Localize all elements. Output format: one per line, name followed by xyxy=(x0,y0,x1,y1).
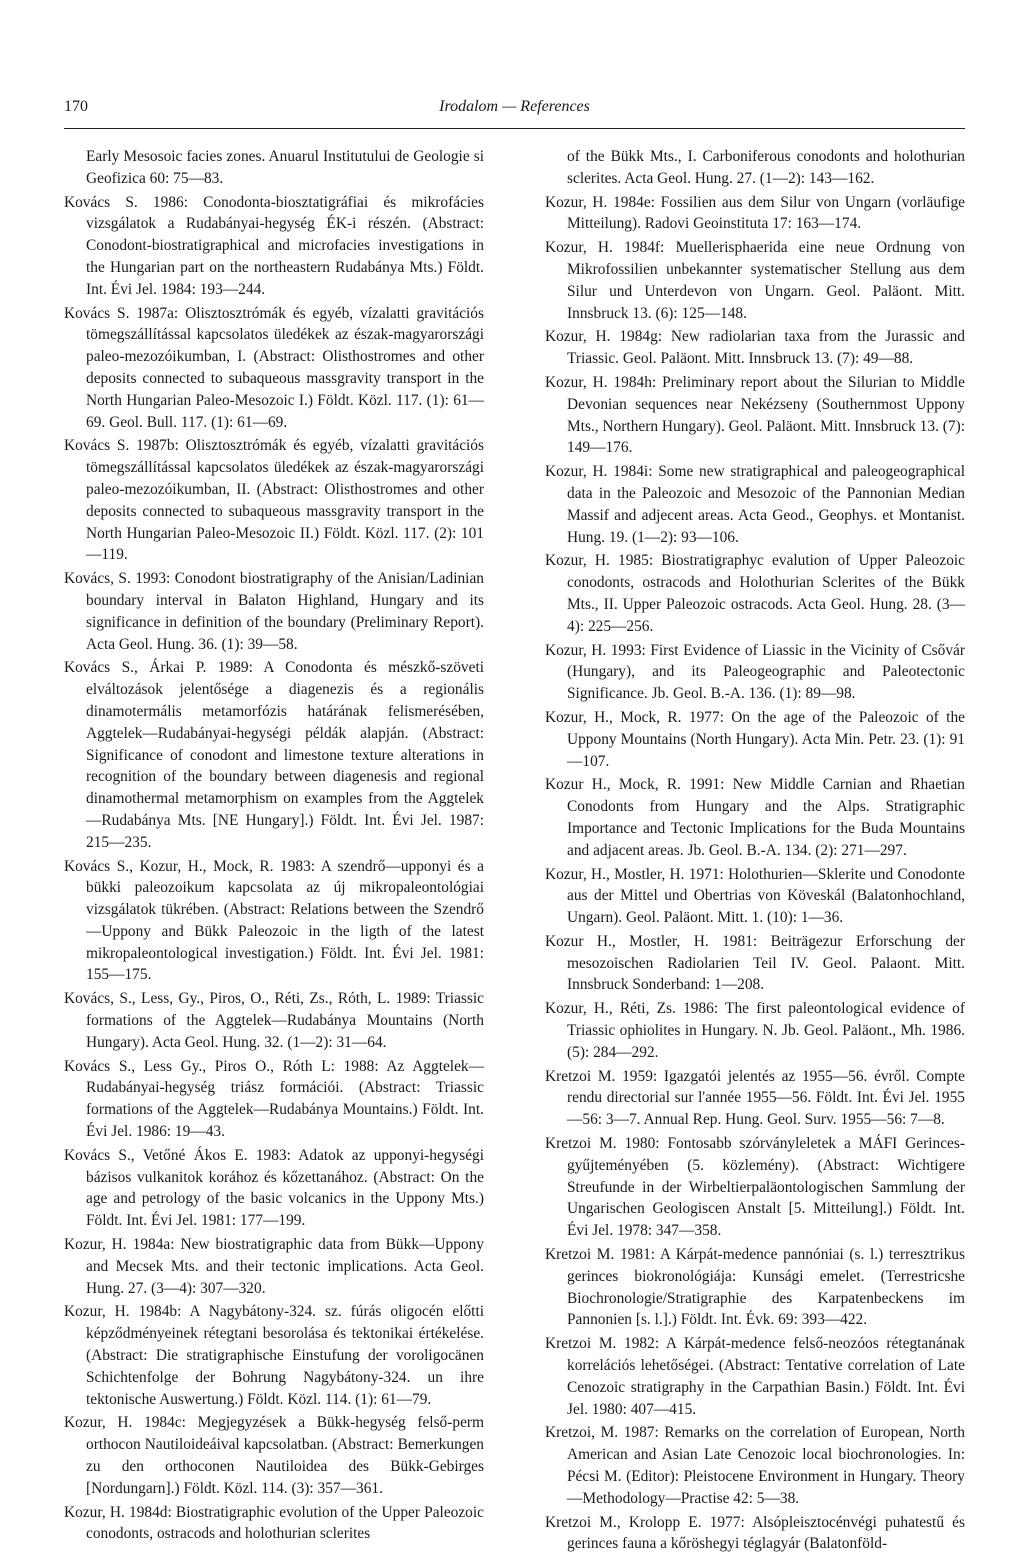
reference-entry: Kozur, H. 1984a: New biostratigraphic data from Bükk—Uppony and Mecsek Mts. and their tectonic implications. Acta Geol. Hung. 27. (3—4): 307—320. xyxy=(64,1236,484,1297)
reference-entry: Kozur, H. 1984e: Fossilien aus dem Silur von Ungarn (vorläufige Mitteilung). Radovi Geoinstituta 17: 163—174. xyxy=(545,193,965,233)
reference-entry: Kretzoi, M. 1987: Remarks on the correlation of European, North American and Asian Late Cenozoic local biochronologies. In: Pécsi M. (Editor): Pleistocene Environment in Hungary. Theory—Methodology—Practise 42: 5—38. xyxy=(545,1424,965,1507)
reference-entry: Kozur, H. 1984d: Biostratigraphic evolution of the Upper Paleozoic conodonts, ostracods and holothurian sclerites xyxy=(64,1503,484,1543)
reference-entry: Kozur, H., Mostler, H. 1971: Holothurien—Sklerite und Conodonte aus der Mittel und Obertrias von Köveskál (Balatonhochland, Ungarn). Geol. Paläont. Mitt. 1. (10): 1—36. xyxy=(545,865,965,927)
reference-entry: Kozur, H. 1985: Biostratigraphyc evalution of Upper Paleozoic conodonts, ostracods and Holothurian Sclerites of the Bükk Mts., II. Upper Paleozoic ostracods. Acta Geol. Hung. 28. (3—4): 225—256. xyxy=(545,552,965,635)
reference-entry: Kozur H., Mock, R. 1991: New Middle Carnian and Rhaetian Conodonts from Hungary and the Alps. Stratigraphic Importance and Tectonic Implications for the Buda Mountains and adjacent areas. Jb. Geol. B.-A. 134. (2): 271—297. xyxy=(545,776,965,859)
reference-entry: Kozur, H. 1984i: Some new stratigraphical and paleogeographical data in the Paleozoic and Mesozoic of the Pannonian Median Massif and adjecent areas. Acta Geod., Geophys. et Montanist. Hung. 19. (1—2): 93—106. xyxy=(545,463,965,546)
reference-entry: Kozur, H. 1984g: New radiolarian taxa from the Jurassic and Triassic. Geol. Paläont. Mitt. Innsbruck 13. (7): 49—88. xyxy=(545,328,965,368)
reference-entry: Kovács S. 1987a: Olisztosztrómák és egyéb, vízalatti gravitációs tömegszállítással kapcsolatos üledékek az észak-magyarországi paleo-mezozóikumban, I. (Abstract: Olisthostromes and other deposits connected to subaqueous massgravity transport in the North Hungarian Paleo-Mesozoic I.) Földt. Közl. 117. (1): 61—69. Geol. Bull. 117. (1): 61—69. xyxy=(64,304,484,431)
reference-entry: Kozur, H. 1993: First Evidence of Liassic in the Vicinity of Csővár (Hungary), and its Paleogeographic and Paleotectonic Significance. Jb. Geol. B.-A. 136. (1): 89—98. xyxy=(545,641,965,703)
reference-entry: Kovács S., Kozur, H., Mock, R. 1983: A szendrő—upponyi és a bükki paleozoikum kapcsolata az új mikropaleontológiai vizsgálatok tükrében. (Abstract: Relations between the Szendrő—Uppony and Bükk Paleozoic in the ligth of the latest mikropaleontological investigation.) Földt. Int. Évi Jel. 1981: 155—175. xyxy=(64,857,484,984)
right-column xyxy=(545,146,965,1557)
reference-entry: Kozur, H. 1984c: Megjegyzések a Bükk-hegység felső-perm orthocon Nautiloideáival kapcsolatban. (Abstract: Bemerkungen zu den orthoconen Nautiloidea des Bükk-Gebirges [Nordungarn].) Földt. Közl. 114. (3): 357—361. xyxy=(64,1414,484,1497)
reference-entry: Kovács S. 1987b: Olisztosztrómák és egyéb, vízalatti gravitációs tömegszállítással kapcsolatos üledékek az észak-magyarországi paleo-mezozóikumban, II. (Abstract: Olisthostromes and other deposits connected to subaqueous massgravity transport in the North Hungarian Paleo-Mesozoic II.) Földt. Közl. 117. (2): 101—119. xyxy=(64,437,484,564)
reference-entry: Early Mesosoic facies zones. Anuarul Institutului de Geologie si Geofizica 60: 75—83. xyxy=(86,148,484,187)
reference-entry: Kovács S., Árkai P. 1989: A Conodonta és mészkő-szöveti elváltozások jelentősége a diagenezis és a regionális dinamotermális metamorfózis határának felismerésében, Aggtelek—Rudabányai-hegységi példák alapján. (Abstract: Significance of conodont and limestone texture alterations in recognition of the boundary between diagenesis and regional dinamothermal metamorphism on examples from the Aggtelek—Rudabánya Mts. [NE Hungary].) Földt. Int. Évi Jel. 1987: 215—235. xyxy=(64,659,484,851)
reference-entry: Kretzoi M. 1981: A Kárpát-medence pannóniai (s. l.) terresztrikus gerinces biokronológiája: Kunsági emelet. (Terrestricshe Biochronologie/Stratigraphie des Karpatenbeckens im Pannonien [s. l.].) Földt. Int. Évk. 69: 393—422. xyxy=(545,1246,965,1329)
reference-entry: Kretzoi M. 1959: Igazgatói jelentés az 1955—56. évről. Compte rendu directorial sur l'année 1955—56. Földt. Int. Évi Jel. 1955—56: 3—7. Annual Rep. Hung. Geol. Surv. 1955—56: 7—8. xyxy=(545,1067,965,1129)
reference-entry: Kozur, H., Mock, R. 1977: On the age of the Paleozoic of the Uppony Mountains (North Hungary). Acta Min. Petr. 23. (1): 91—107. xyxy=(545,708,965,770)
left-column xyxy=(64,146,484,1547)
reference-entry: Kozur, H., Réti, Zs. 1986: The first paleontological evidence of Triassic ophiolites in Hungary. N. Jb. Geol. Paläont., Mh. 1986. (5): 284—292. xyxy=(545,1000,965,1061)
reference-entry: Kretzoi M., Krolopp E. 1977: Alsópleisztocénvégi puhatestű és gerinces fauna a kőröshegyi téglagyár (Balatonföld- xyxy=(545,1513,965,1553)
reference-entry: Kovács, S., Less, Gy., Piros, O., Réti, Zs., Róth, L. 1989: Triassic formations of the Aggtelek—Rudabánya Mountains (North Hungary). Acta Geol. Hung. 32. (1—2): 31—64. xyxy=(64,990,484,1051)
running-head: Irodalom — References xyxy=(439,98,590,115)
page-number: 170 xyxy=(64,98,88,115)
reference-entry: Kozur, H. 1984b: A Nagybátony-324. sz. fúrás oligocén előtti képződményeinek rétegtani besorolása és tektonikai értékelése. (Abstract: Die stratigraphische Einstufung der voroligocänen Schichtenfolge der Bohrung Nagybátony-324. un ihre tektonische Auswertung.) Földt. Közl. 114. (1): 61—79. xyxy=(64,1303,484,1408)
reference-entry: Kovács, S. 1993: Conodont biostratigraphy of the Anisian/Ladinian boundary interval in Balaton Highland, Hungary and its significance in definition of the boundary (Preliminary Report). Acta Geol. Hung. 36. (1): 39—58. xyxy=(64,570,484,653)
page-header xyxy=(64,98,965,122)
reference-entry: Kretzoi M. 1980: Fontosabb szórványleletek a MÁFI Gerinces-gyűjteményében (5. közlemény). (Abstract: Wichtigere Streufunde in der Wirbeltierpaläontologischen Sammlung der Ungarischen Geologiscen Anstalt [5. Mitteilung].) Földt. Int. Évi Jel. 1978: 347—358. xyxy=(545,1135,965,1240)
reference-entry: Kovács S., Vetőné Ákos E. 1983: Adatok az upponyi-hegységi bázisos vulkanitok korához és kőzettanához. (Abstract: On the age and petrology of the basic volcanics in the Uppony Mts.) Földt. Int. Évi Jel. 1981: 177—199. xyxy=(64,1146,484,1230)
reference-entry: Kretzoi M. 1982: A Kárpát-medence felső-neozóos rétegtanának korrelációs lehetőségei. (Abstract: Tentative correlation of Late Cenozoic stratigraphy in the Carpathian Basin.) Földt. Int. Évi Jel. 1980: 407—415. xyxy=(545,1335,965,1418)
reference-entry: Kovács S., Less Gy., Piros O., Róth L: 1988: Az Aggtelek—Rudabányai-hegység triász formációi. (Abstract: Triassic formations of the Aggtelek—Rudabánya Mountains.) Földt. Int. Évi Jel. 1986: 19—43. xyxy=(64,1057,484,1141)
reference-entry: Kovács S. 1986: Conodonta-biosztatigráfiai és mikrofácies vizsgálatok a Rudabányai-hegység ÉK-i részén. (Abstract: Conodont-biostratigraphical and microfacies investigations in the Hungarian part on the northeastern Rudabánya Mts.) Földt. Int. Évi Jel. 1984: 193—244. xyxy=(64,193,484,298)
header-rule xyxy=(64,128,965,129)
reference-entry: Kozur H., Mostler, H. 1981: Beiträgezur Erforschung der mesozoischen Radiolarien Teil IV. Geol. Palaont. Mitt. Innsbruck Sonderband: 1—208. xyxy=(545,932,965,994)
reference-entry: Kozur, H. 1984f: Muellerisphaerida eine neue Ordnung von Mikrofossilien unbekannter systematischer Stellung aus dem Silur und Unterdevon von Ungarn. Geol. Paläont. Mitt. Innsbruck 13. (6): 125—148. xyxy=(545,239,965,322)
reference-entry: Kozur, H. 1984h: Preliminary report about the Silurian to Middle Devonian sequences near Nekézseny (Southernmost Uppony Mts., Northern Hungary). Geol. Paläont. Mitt. Innsbruck 13. (7): 149—176. xyxy=(545,373,965,457)
reference-entry: of the Bükk Mts., I. Carboniferous conodonts and holothurian sclerites. Acta Geol. Hung. 27. (1—2): 143—162. xyxy=(567,148,965,187)
